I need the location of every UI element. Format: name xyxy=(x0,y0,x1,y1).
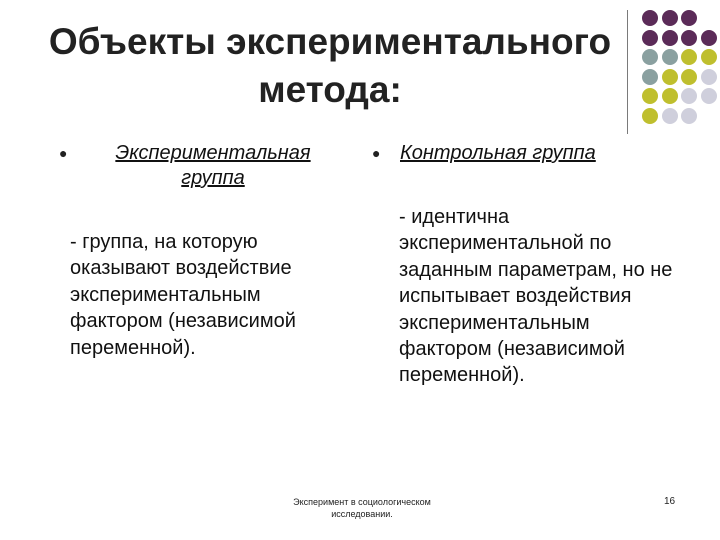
decorative-dot xyxy=(662,69,678,85)
decorative-dot xyxy=(642,69,658,85)
decorative-dot xyxy=(642,108,658,124)
left-body-text: - группа, на которую оказывают воздействие экспериментальным фактором (независимой переменной). xyxy=(70,231,296,359)
page-number: 16 xyxy=(664,496,676,507)
decorative-dot xyxy=(681,10,697,26)
decorative-dot xyxy=(662,88,678,104)
decorative-dot xyxy=(642,10,658,26)
decorative-dot xyxy=(681,30,697,46)
decorative-dot xyxy=(701,49,717,65)
decorative-dot xyxy=(681,49,697,65)
decorative-dot-grid xyxy=(640,8,720,138)
left-heading: Экспериментальная группа xyxy=(115,142,311,189)
bullet-icon: ● xyxy=(372,145,381,161)
right-body-text: - идентична экспериментальной по заданным параметрам, но не испытывает воздействия экспериментальным фактором (независимой переменной). xyxy=(399,206,673,387)
decorative-dot xyxy=(681,88,697,104)
decorative-dot xyxy=(681,108,697,124)
decorative-dot xyxy=(701,69,717,85)
decorative-dot xyxy=(642,49,658,65)
slide-title: Объекты экспериментального метода: xyxy=(48,21,612,110)
decorative-dot xyxy=(701,30,717,46)
decorative-dot xyxy=(662,30,678,46)
decorative-dot xyxy=(662,49,678,65)
divider-line xyxy=(627,10,628,134)
footer-text: Эксперимент в социологическом исследовании. xyxy=(293,497,431,519)
right-heading: Контрольная группа xyxy=(400,142,596,164)
decorative-dot xyxy=(701,88,717,104)
bullet-icon: ● xyxy=(59,145,68,161)
decorative-dot xyxy=(642,30,658,46)
decorative-dot xyxy=(642,88,658,104)
decorative-dot xyxy=(662,108,678,124)
decorative-dot xyxy=(681,69,697,85)
decorative-dot xyxy=(662,10,678,26)
